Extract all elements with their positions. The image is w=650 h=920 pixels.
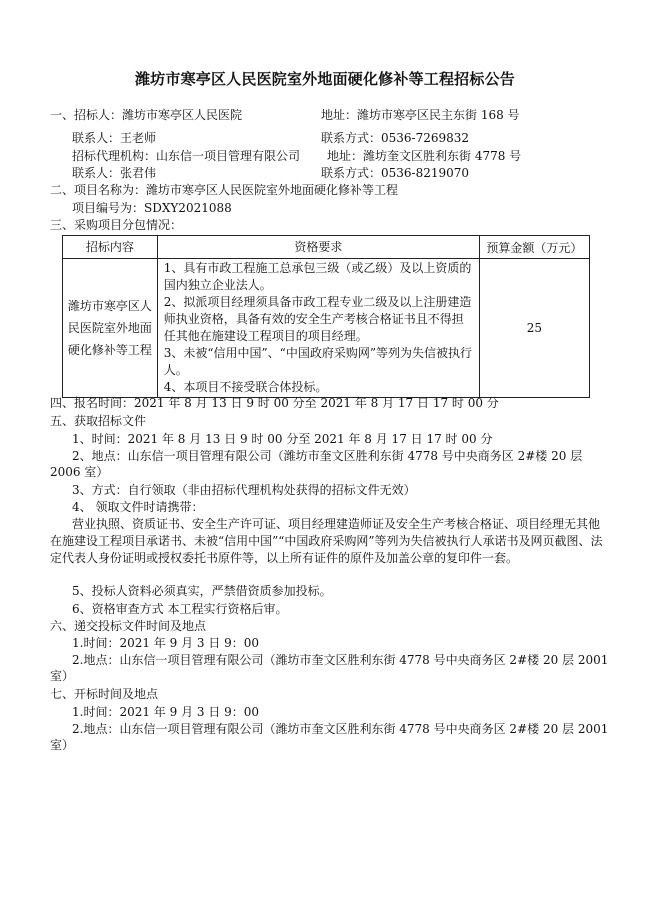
opening-time: 1.时间：2021 年 9 月 3 日 9：00	[72, 705, 260, 719]
package-table	[62, 235, 590, 398]
requirement-4: 4、本项目不接受联合体投标。	[163, 380, 328, 394]
truth-statement: 5、投标人资料必须真实，严禁借资质参加投标。	[72, 584, 332, 598]
carry-heading: 4、 领取文件时请携带：	[72, 500, 204, 514]
requirement-3: 3、未被“信用中国”、“中国政府采购网”等列为失信被执行人。	[163, 346, 472, 377]
document-title: 潍坊市寒亭区人民医院室外地面硬化修补等工程招标公告	[134, 70, 515, 88]
header-budget: 预算金额（万元）	[479, 236, 589, 259]
header-requirements: 资格要求	[157, 236, 479, 259]
opening-location: 2.地点：山东信一项目管理有限公司（潍坊市奎文区胜利东街 4778 号中央商务区 2#楼 20 层 2001 室）	[50, 722, 609, 752]
tenderer-line: 一、招标人：潍坊市寒亭区人民医院	[50, 108, 243, 122]
requirement-2: 2、拟派项目经理须具备市政工程专业二级及以上注册建造师执业资格，具备有效的安全生产考核合格证书且不得担任其他在施建设工程项目的项目经理。	[163, 295, 472, 343]
table-header-row	[63, 236, 590, 259]
requirement-1: 1、具有市政工程施工总承包三级（或乙级）及以上资质的国内独立企业法人。	[163, 261, 472, 292]
registration-time: 四、报名时间：2021 年 8 月 13 日 9 时 00 分至 2021 年 8 月 17 日 17 时 00 分	[50, 396, 499, 410]
project-name: 二、项目名称为：潍坊市寒亭区人民医院室外地面硬化修补等工程	[50, 183, 399, 197]
obtain-docs-heading: 五、获取招标文件	[50, 414, 147, 428]
tenderer-address: 地址：潍坊市寒亭区民主东街 168 号	[321, 108, 520, 122]
cell-budget: 25	[479, 259, 589, 398]
agency-phone: 联系方式：0536-8219070	[321, 166, 470, 180]
review-method: 6、资格审查方式 本工程实行资格后审。	[72, 602, 288, 616]
header-content: 招标内容	[63, 236, 158, 259]
agency-contact: 联系人：张君伟	[72, 166, 157, 180]
submission-heading: 六、递交投标文件时间及地点	[50, 619, 207, 633]
project-number: 项目编号为：SDXY2021088	[72, 201, 232, 215]
cell-content: 潍坊市寒亭区人民医院室外地面硬化修补等工程	[63, 259, 158, 398]
obtain-docs-time: 1、时间：2021 年 8 月 13 日 9 时 00 分至 2021 年 8 月 17 日 17 时 00 分	[72, 432, 493, 446]
agency-line: 招标代理机构：山东信一项目管理有限公司	[72, 149, 301, 163]
cell-requirements	[157, 259, 479, 398]
submission-time: 1.时间：2021 年 9 月 3 日 9：00	[72, 636, 260, 650]
carry-body: 营业执照、资质证书、安全生产许可证、项目经理建造师证及安全生产考核合格证、项目经理无其他在施建设工程项目承诺书、未被“信用中国”“中国政府采购网”等列为失信被执行人承诺书及网页截图、法定代表人身份证明或授权委托书原件等，以上所有证件的原件及加盖公章的复印件一套。	[50, 517, 603, 565]
tenderer-phone: 联系方式：0536-7269832	[321, 131, 470, 145]
submission-location: 2.地点：山东信一项目管理有限公司（潍坊市奎文区胜利东街 4778 号中央商务区 2#楼 20 层 2001 室）	[50, 653, 609, 683]
table-row	[63, 259, 590, 398]
agency-address: 地址：潍坊奎文区胜利东街 4778 号	[327, 149, 522, 163]
obtain-docs-method: 3、方式：自行领取（非由招标代理机构处获得的招标文件无效）	[72, 483, 416, 497]
tenderer-contact: 联系人：王老师	[72, 131, 157, 145]
package-heading: 三、采购项目分包情况：	[50, 218, 183, 232]
opening-heading: 七、开标时间及地点	[50, 687, 159, 701]
obtain-docs-location: 2、地点：山东信一项目管理有限公司（潍坊市奎文区胜利东街 4778 号中央商务区 2#楼 20 层 2006 室）	[50, 449, 583, 479]
